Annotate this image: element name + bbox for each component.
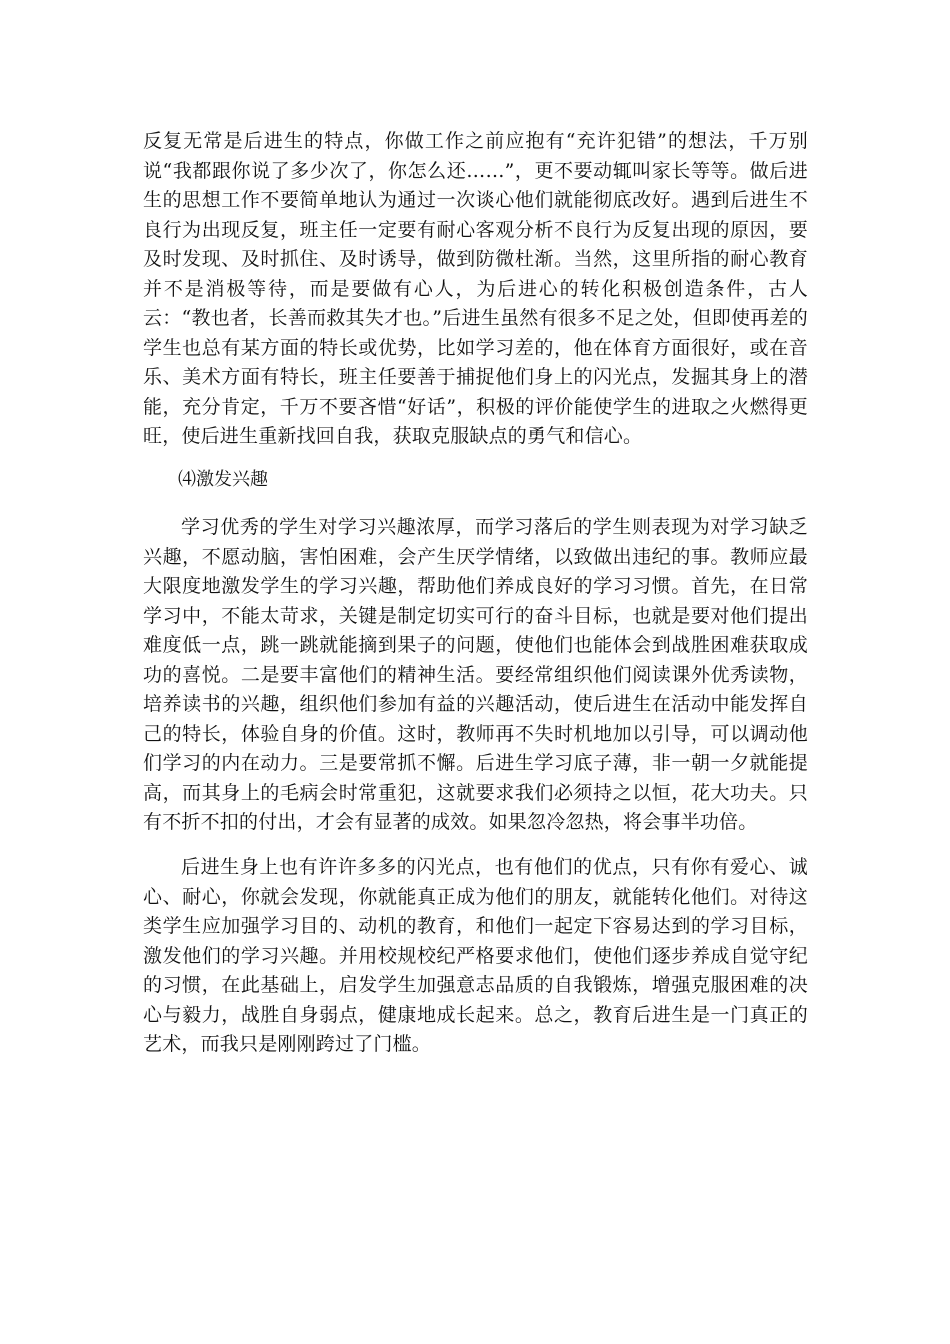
paragraph-conclusion: 后进生身上也有许许多多的闪光点，也有他们的优点，只有你有爱心、诚心、耐心，你就会发现，你就能真正成为他们的朋友，就能转化他们。对待这类学生应加强学习目的、动机的教育，和他们一起定下容易达到的学习目标，激发他们的学习兴趣。并用校规校纪严格要求他们，使他们逐步养成自觉守纪的习惯，在此基础上，启发学生加强意志品质的自我锻炼，增强克服困难的决心与毅力，战胜自身弱点，健康地成长起来。总之，教育后进生是一门真正的艺术，而我只是刚刚跨过了门槛。 [143, 856, 808, 1055]
paragraph-interest: 学习优秀的学生对学习兴趣浓厚，而学习落后的学生则表现为对学习缺乏兴趣，不愿动脑，害怕困难，会产生厌学情绪，以致做出违纪的事。教师应最大限度地激发学生的学习兴趣，帮助他们养成良好的学习习惯。首先，在日常学习中，不能太苛求，关键是制定切实可行的奋斗目标，也就是要对他们提出难度低一点，跳一跳就能摘到果子的问题，使他们也能体会到战胜困难获取成功的喜悦。二是要丰富他们的精神生活。要经常组织他们阅读课外优秀读物，培养读书的兴趣，组织他们参加有益的兴趣活动，使后进生在活动中能发挥自己的特长，体验自身的价值。这时，教师再不失时机地加以引导，可以调动他们学习的内在动力。三是要常抓不懈。后进生学习底子薄，非一朝一夕就能提高，而其身上的毛病会时常重犯，这就要求我们必须持之以恒，花大功夫。只有不折不扣的付出，才会有显著的成效。如果忽冷忽热，将会事半功倍。 [143, 516, 808, 833]
paragraph-persistence: 反复无常是后进生的特点，你做工作之前应抱有“充许犯错”的想法，千万别说“我都跟你说了多少次了，你怎么还……”，更不要动辄叫家长等等。做后进生的思想工作不要简单地认为通过一次谈心他们就能彻底改好。遇到后进生不良行为出现反复，班主任一定要有耐心客观分析不良行为反复出现的原因，要及时发现、及时抓住、及时诱导，做到防微杜渐。当然，这里所指的耐心教育并不是消极等待，而是要做有心人，为后进心的转化积极创造条件，古人云：“教也者，长善而救其失才也。”后进生虽然有很多不足之处，但即使再差的学生也总有某方面的特长或优势，比如学习差的，他在体育方面很好，或在音乐、美术方面有特长，班主任要善于捕捉他们身上的闪光点，发掘其身上的潜能，充分肯定，千万不要吝惜“好话”，积极的评价能使学生的进取之火燃得更旺，使后进生重新找回自我，获取克服缺点的勇气和信心。 [143, 130, 808, 447]
section-heading-interest: ⑷激发兴趣 [178, 469, 268, 490]
